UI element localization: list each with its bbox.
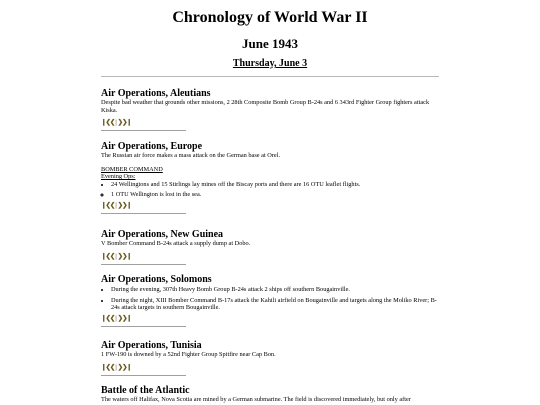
nav-separator: |: [115, 252, 117, 260]
nav-separator: |: [115, 119, 117, 127]
section-solomons: [101, 274, 441, 327]
section-divider: [101, 326, 186, 327]
subheading-bomber-command: BOMBER COMMAND: [101, 165, 163, 173]
first-link-icon[interactable]: ❙❮❮: [101, 201, 115, 209]
last-link-icon[interactable]: ❯❯❙: [117, 252, 131, 260]
first-link-icon[interactable]: ❙❮❮: [101, 363, 115, 371]
list-item: ◦ 1 OTU Wellington is lost in the sea.: [111, 191, 441, 199]
section-heading: Air Operations, Solomons: [101, 274, 212, 285]
section-tunisia: [101, 340, 441, 376]
list-item: • During the evening, 307th Heavy Bomb Group B-24s attack 2 ships off southern Bougainville.: [111, 286, 441, 294]
last-link-icon[interactable]: ❯❯❙: [117, 314, 131, 322]
nav-separator: |: [115, 314, 117, 322]
bullet-list: [101, 286, 441, 312]
section-heading: Air Operations, Europe: [101, 141, 203, 152]
section-europe: [101, 141, 441, 214]
section-heading: Air Operations, Tunisia: [101, 340, 202, 351]
section-divider: [101, 375, 186, 376]
section-divider: [101, 264, 186, 265]
last-link-icon[interactable]: ❯❯❙: [117, 363, 131, 371]
last-link-icon[interactable]: ❯❯❙: [117, 201, 131, 209]
list-item: • During the night, XIII Bomber Command B-17s attack the Kahili airfield on Bougainville and targets along the Moliko River; B-24s attack targets in southern Bougainville.: [111, 297, 441, 312]
bullet-list: [101, 191, 441, 199]
section-text: 1 FW-190 is downed by a 52nd Fighter Group Spitfire near Cap Bon.: [101, 351, 276, 358]
section-divider: [101, 130, 186, 131]
nav-separator: |: [115, 363, 117, 371]
nav-links: [101, 202, 441, 210]
list-item: • 24 Wellingtons and 15 Stirlings lay mines off the Biscay ports and there are 16 OTU leaflet flights.: [111, 181, 441, 189]
section-heading: Air Operations, New Guinea: [101, 229, 224, 240]
month-heading: June 1943: [242, 36, 298, 51]
section-text: V Bomber Command B-24s attack a supply dump at Dobo.: [101, 240, 251, 247]
nav-links: [101, 253, 441, 261]
section-heading: Battle of the Atlantic: [101, 385, 190, 396]
section-atlantic: [101, 385, 441, 404]
section-text: The waters off Halifax, Nova Scotia are mined by a German submarine. The field is discovered immediately, but only after: [101, 396, 411, 403]
nav-links: [101, 119, 441, 127]
section-heading: Air Operations, Aleutians: [101, 88, 211, 99]
last-link-icon[interactable]: ❯❯❙: [117, 119, 131, 127]
top-divider: [101, 76, 439, 77]
subheading-evening-ops: Evening Ops:: [101, 173, 136, 181]
day-heading: Thursday, June 3: [232, 58, 308, 69]
first-link-icon[interactable]: ❙❮❮: [101, 252, 115, 260]
section-aleutians: [101, 88, 441, 131]
first-link-icon[interactable]: ❙❮❮: [101, 119, 115, 127]
section-text: Despite bad weather that grounds other missions, 2 28th Composite Bomb Group B-24s and 6 343rd Fighter Group fighters attack Kiska.: [101, 99, 430, 114]
section-new-guinea: [101, 229, 441, 265]
nav-separator: |: [115, 201, 117, 209]
bullet-list: [101, 181, 441, 189]
section-divider: [101, 213, 186, 214]
nav-links: [101, 315, 441, 323]
nav-links: [101, 364, 441, 372]
page-title: Chronology of World War II: [172, 9, 368, 26]
first-link-icon[interactable]: ❙❮❮: [101, 314, 115, 322]
section-text: The Russian air force makes a mass attack on the German base at Orel.: [101, 152, 281, 159]
